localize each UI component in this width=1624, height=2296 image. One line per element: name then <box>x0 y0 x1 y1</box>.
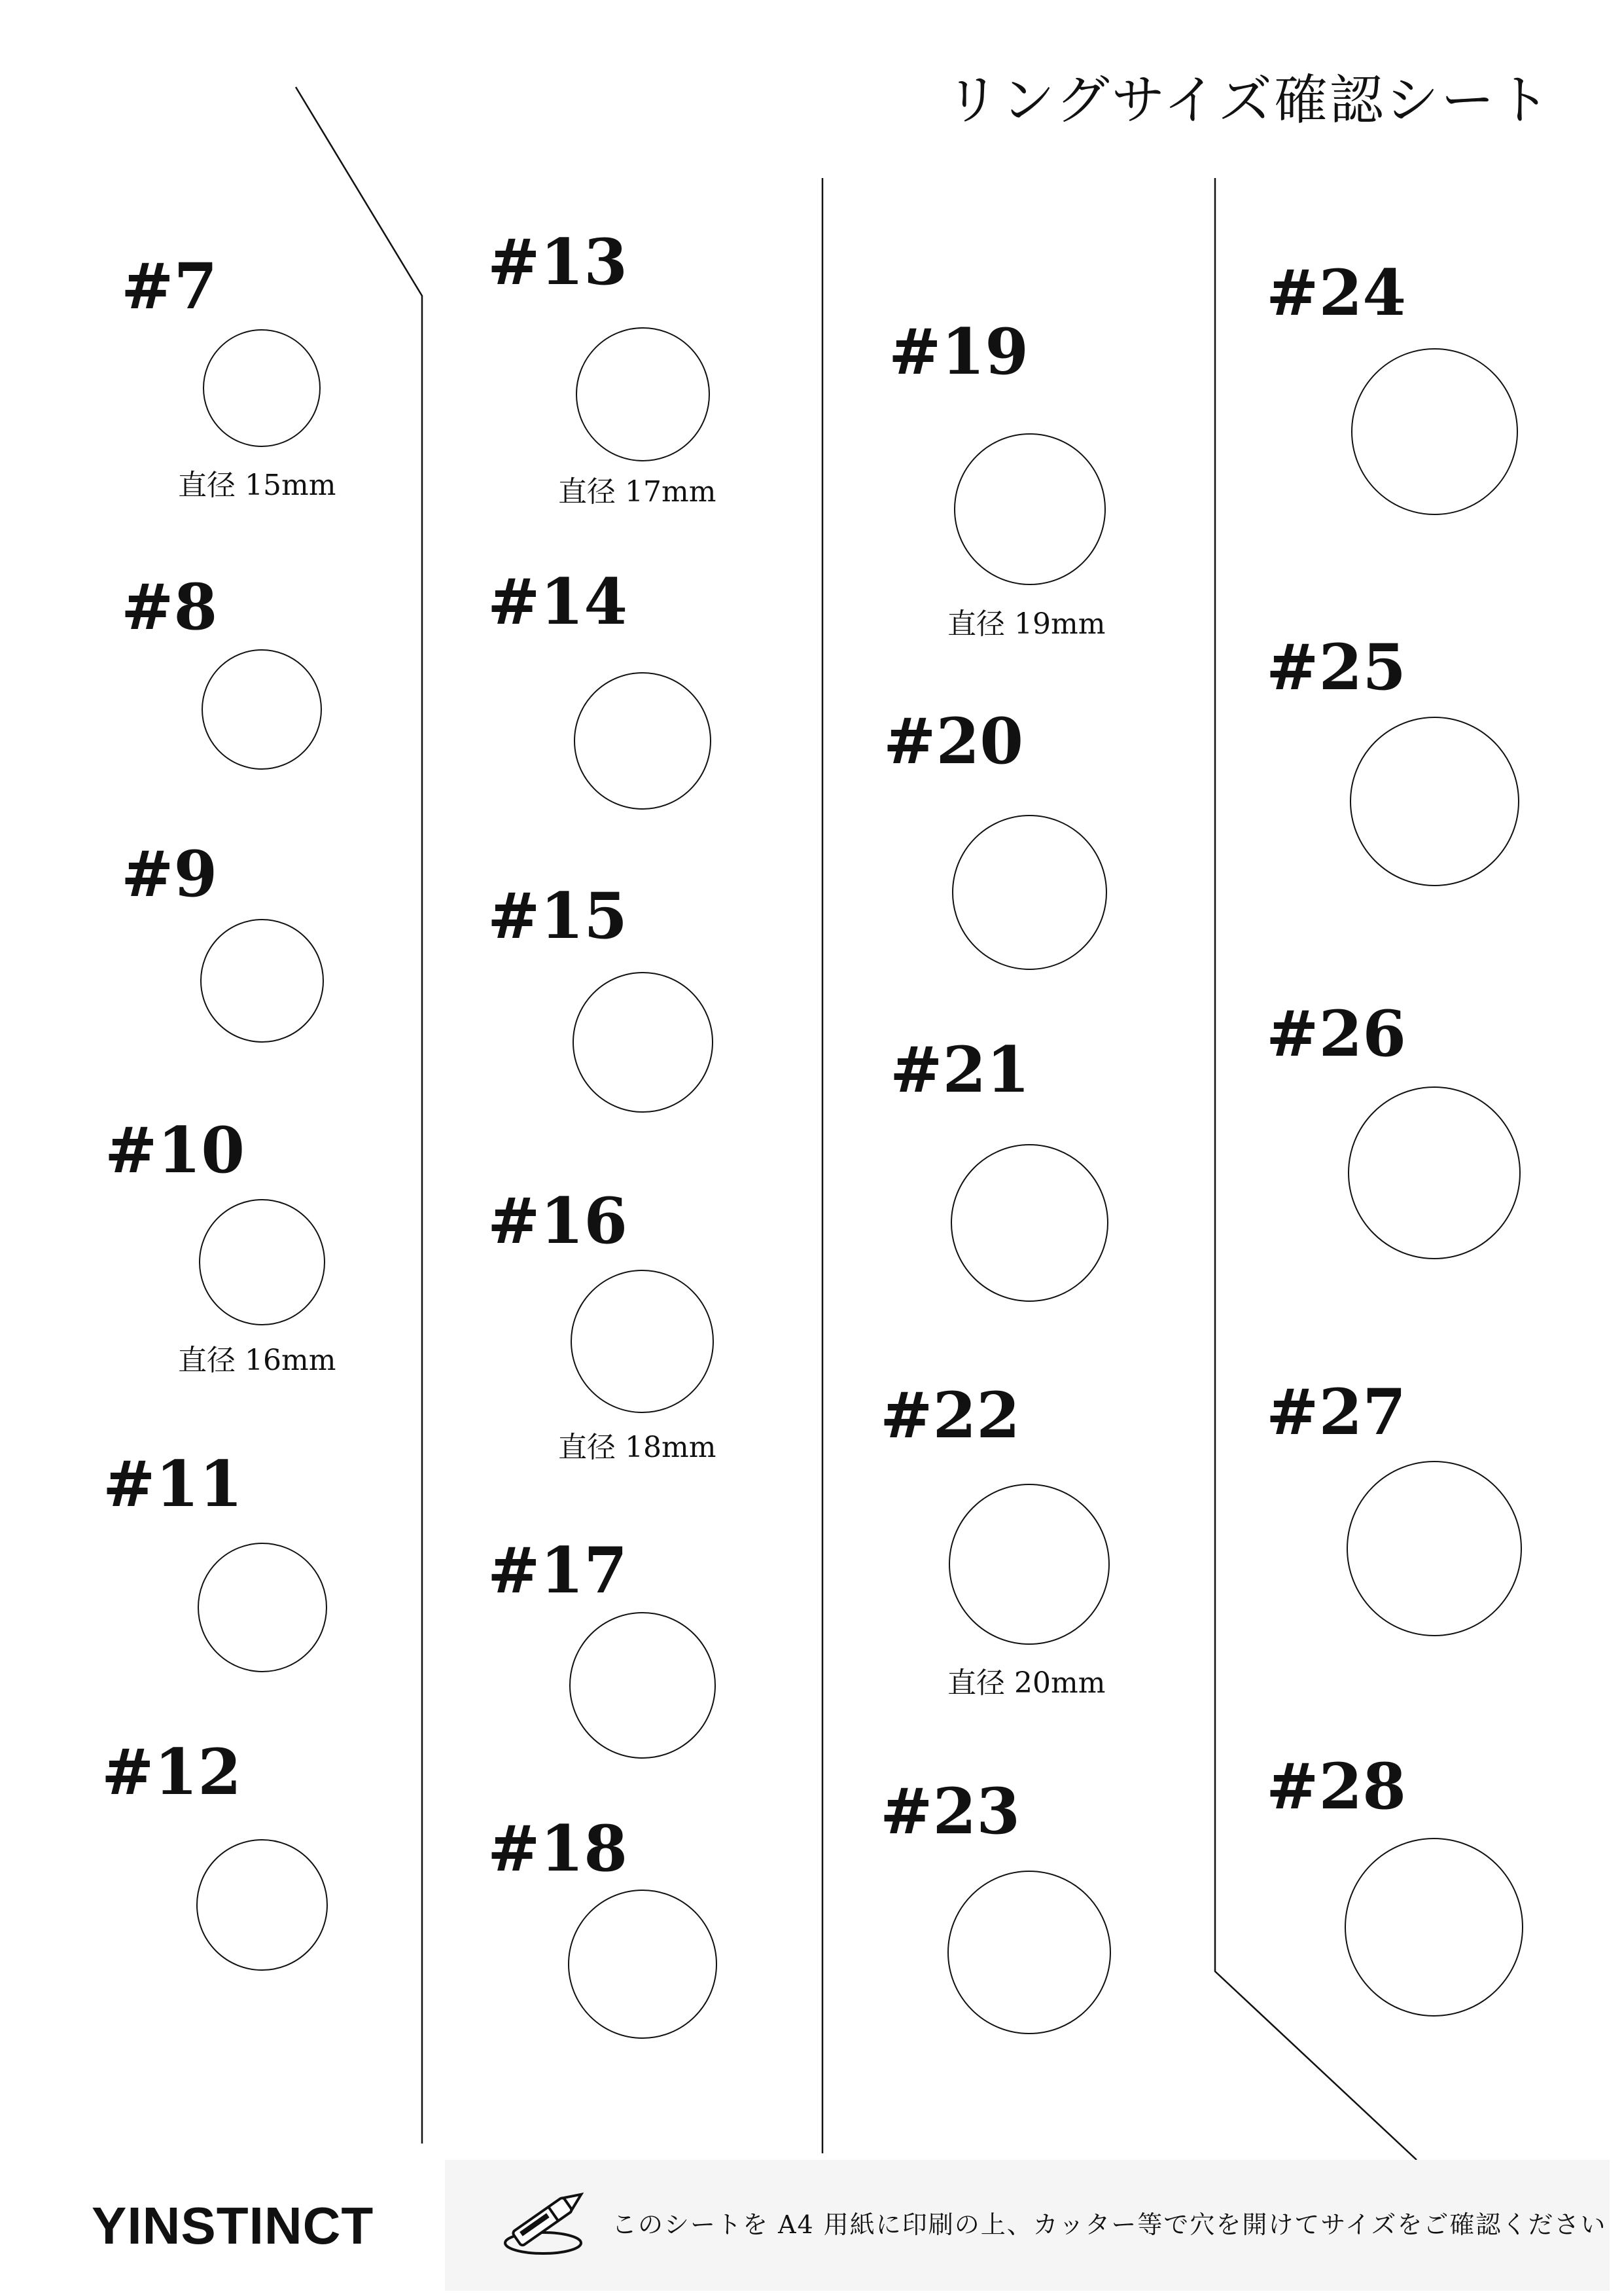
ring-hole-24[interactable] <box>1351 348 1518 515</box>
size-label-18: #18 <box>487 1812 628 1886</box>
size-label-28: #28 <box>1266 1749 1407 1823</box>
diameter-note-20mm: 直径 20mm <box>947 1666 1106 1700</box>
ring-hole-17[interactable] <box>569 1612 716 1759</box>
ring-hole-21[interactable] <box>951 1144 1108 1302</box>
brand-logo: YINSTINCT <box>92 2197 374 2255</box>
size-label-21: #21 <box>890 1033 1031 1107</box>
ring-hole-27[interactable] <box>1347 1461 1522 1636</box>
size-label-26: #26 <box>1266 997 1407 1071</box>
size-label-22: #22 <box>880 1378 1021 1452</box>
size-label-20: #20 <box>883 704 1024 778</box>
size-label-10: #10 <box>105 1113 245 1187</box>
ring-hole-18[interactable] <box>568 1890 717 2039</box>
diameter-note-18mm: 直径 18mm <box>558 1431 716 1464</box>
size-label-14: #14 <box>487 565 628 639</box>
size-label-24: #24 <box>1266 256 1407 330</box>
size-label-8: #8 <box>121 570 218 644</box>
ring-hole-13[interactable] <box>576 327 710 461</box>
sheet-title: リングサイズ確認シート <box>945 69 1552 132</box>
ring-hole-15[interactable] <box>573 972 713 1113</box>
ring-hole-7[interactable] <box>203 329 321 447</box>
ring-hole-20[interactable] <box>952 815 1107 970</box>
size-label-7: #7 <box>121 249 218 323</box>
size-label-15: #15 <box>487 879 628 953</box>
size-label-19: #19 <box>889 315 1029 389</box>
ring-hole-19[interactable] <box>954 433 1106 585</box>
ring-hole-10[interactable] <box>199 1199 325 1325</box>
ring-hole-22[interactable] <box>949 1484 1110 1645</box>
size-label-27: #27 <box>1266 1375 1407 1449</box>
size-label-11: #11 <box>103 1447 243 1521</box>
size-label-17: #17 <box>487 1534 628 1607</box>
ring-hole-14[interactable] <box>574 672 711 810</box>
ring-hole-26[interactable] <box>1348 1086 1521 1259</box>
size-label-12: #12 <box>101 1735 242 1809</box>
size-label-13: #13 <box>487 225 628 299</box>
diameter-note-19mm: 直径 19mm <box>947 607 1106 641</box>
instruction-text: このシートを A4 用紙に印刷の上、カッター等で穴を開けてサイズをご確認ください <box>612 2210 1607 2239</box>
diameter-note-15mm: 直径 15mm <box>178 469 336 502</box>
diameter-note-17mm: 直径 17mm <box>558 475 716 509</box>
size-label-25: #25 <box>1266 630 1407 704</box>
ring-hole-28[interactable] <box>1345 1838 1523 2017</box>
size-label-9: #9 <box>121 837 218 911</box>
ring-hole-11[interactable] <box>198 1543 327 1672</box>
ring-hole-16[interactable] <box>571 1270 714 1413</box>
ring-hole-9[interactable] <box>200 919 324 1043</box>
ring-hole-23[interactable] <box>947 1871 1111 2034</box>
size-label-23: #23 <box>880 1774 1021 1848</box>
ring-hole-25[interactable] <box>1350 717 1519 886</box>
ring-hole-12[interactable] <box>196 1839 328 1971</box>
ring-hole-8[interactable] <box>202 649 322 770</box>
diameter-note-16mm: 直径 16mm <box>178 1344 336 1377</box>
cutter-knife-icon <box>497 2183 595 2258</box>
size-label-16: #16 <box>487 1184 628 1258</box>
